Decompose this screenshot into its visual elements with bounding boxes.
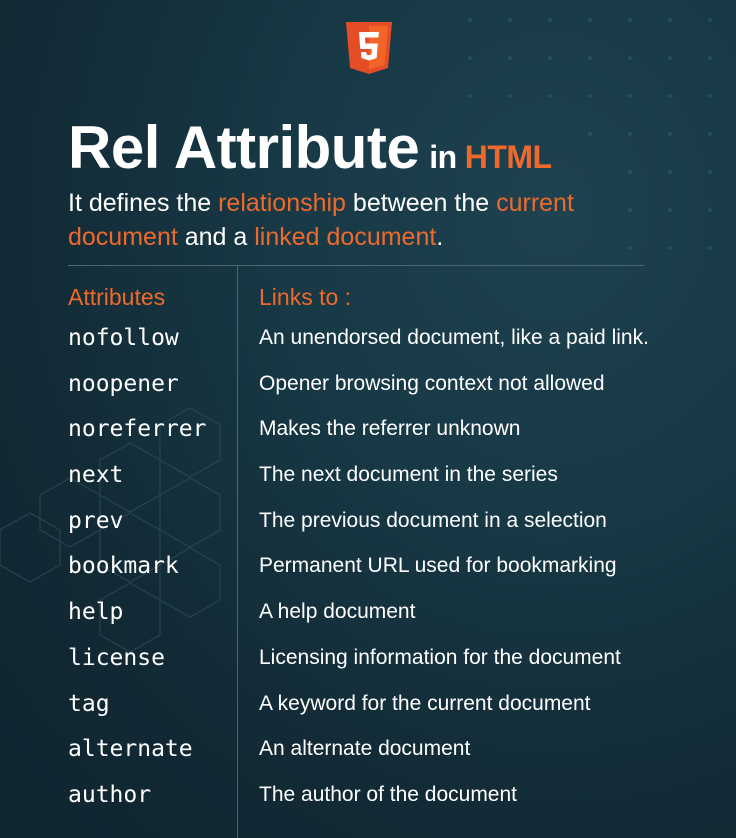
attribute-name: alternate [68,736,193,763]
intro-text [68,186,688,254]
page-title [68,110,552,195]
intro-highlight-linked-document: linked document [254,223,437,251]
attribute-description: Opener browsing context not allowed [259,371,605,395]
table-row [0,365,736,411]
table-row [0,730,736,776]
attributes-table [0,319,736,822]
attribute-name: tag [68,690,110,717]
table-row [0,776,736,822]
attribute-name: bookmark [68,553,179,580]
attribute-description: A keyword for the current document [259,691,591,715]
attribute-description: An unendorsed document, like a paid link. [259,326,649,349]
attribute-name: nofollow [68,325,179,351]
attribute-description: The author of the document [259,782,517,806]
intro-part-3: and a [177,223,255,251]
attribute-description: Permanent URL used for bookmarking [259,554,617,578]
attribute-name: author [68,781,152,808]
attribute-name: noopener [68,370,179,397]
links-to-column-header: Links to : [259,284,352,310]
title-html: HTML [464,139,552,175]
title-main: Rel Attribute [68,114,420,181]
table-row [0,685,736,731]
attribute-description: The next document in the series [259,463,558,487]
attribute-name: noreferrer [68,416,207,443]
attributes-column-header: Attributes [68,284,166,310]
attribute-name: next [68,462,124,489]
table-row [0,547,736,593]
horizontal-divider [68,265,644,266]
attribute-description: An alternate document [259,737,471,761]
table-row [0,410,736,456]
intro-highlight-current-document: current document [68,189,574,251]
table-row [0,593,736,639]
attribute-description: A help document [259,600,416,624]
table-row [0,456,736,502]
attribute-name: help [68,599,124,626]
title-in: in [429,139,457,175]
attribute-description: The previous document in a selection [259,508,607,532]
table-row [0,639,736,685]
intro-highlight-relationship: relationship [218,189,346,217]
intro-part-2: between the [345,189,497,217]
intro-part-4: . [436,223,444,251]
intro-part-1: It defines the [68,189,219,217]
attribute-description: Licensing information for the document [259,645,621,669]
attribute-name: prev [68,507,124,534]
attribute-name: license [68,644,165,671]
html5-icon [346,22,392,74]
attribute-description: Makes the referrer unknown [259,417,521,441]
table-row [0,502,736,548]
table-row [0,319,736,365]
